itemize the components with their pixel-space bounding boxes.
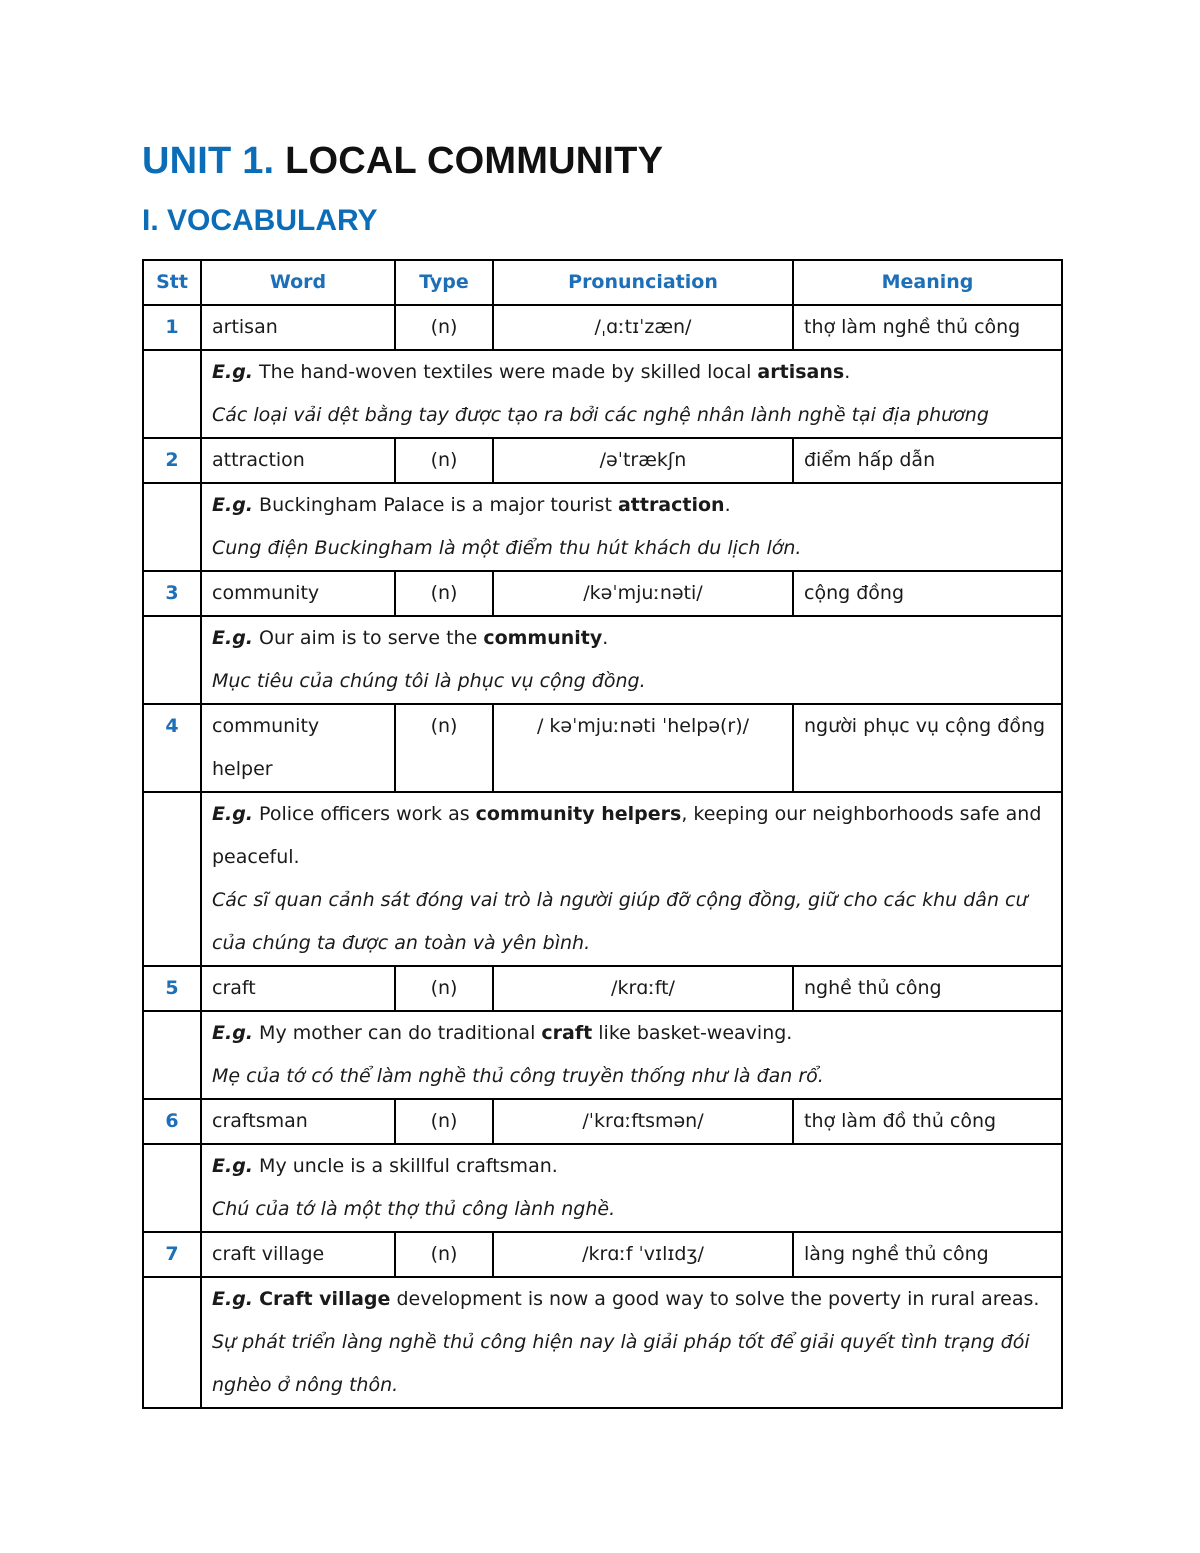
entry-number: 5 [143, 966, 201, 1011]
word-row [143, 305, 1062, 350]
entry-number: 7 [143, 1232, 201, 1277]
example-spacer-cell [143, 1144, 201, 1232]
entry-type: (n) [395, 438, 493, 483]
example-english [212, 484, 1051, 527]
header-meaning: Meaning [793, 260, 1062, 305]
example-keyword: artisans [757, 361, 845, 383]
entry-word: artisan [201, 305, 395, 350]
example-vietnamese: Mẹ của tớ có thể làm nghề thủ công truyền thống như là đan rổ. [212, 1065, 824, 1087]
entry-type: (n) [395, 571, 493, 616]
page-title [142, 140, 663, 183]
example-keyword: community helpers [475, 803, 682, 825]
header-stt: Stt [143, 260, 201, 305]
example-cell [201, 792, 1062, 966]
section-title: I. VOCABULARY [142, 204, 378, 237]
example-text-pre: My uncle is a skillful craftsman. [253, 1155, 558, 1177]
entry-number: 2 [143, 438, 201, 483]
example-english [212, 1278, 1051, 1321]
example-text-pre: Our aim is to serve the [253, 627, 484, 649]
example-keyword: community [483, 627, 603, 649]
example-text-post: development is now a good way to solve the poverty in rural areas. [390, 1288, 1040, 1310]
example-english [212, 793, 1051, 879]
example-row [143, 616, 1062, 704]
entry-meaning: nghề thủ công [793, 966, 1062, 1011]
word-row [143, 571, 1062, 616]
entry-pronunciation: / kəˈmjuːnəti ˈhelpə(r)/ [493, 704, 793, 792]
unit-name: LOCAL COMMUNITY [285, 140, 664, 182]
example-vietnamese: Sự phát triển làng nghề thủ công hiện nay là giải pháp tốt để giải quyết tình trạng đói nghèo ở nông thôn. [212, 1331, 1030, 1396]
example-text-post: , keeping our neighborhoods safe and peaceful. [212, 803, 1042, 868]
entry-meaning: người phục vụ cộng đồng [793, 704, 1062, 792]
example-row [143, 1011, 1062, 1099]
entry-word: community helper [201, 704, 395, 792]
eg-label: E.g. [212, 494, 254, 516]
example-vietnamese: Mục tiêu của chúng tôi là phục vụ cộng đồng. [212, 670, 646, 692]
entry-number: 1 [143, 305, 201, 350]
eg-label: E.g. [212, 803, 254, 825]
word-row [143, 704, 1062, 792]
example-spacer-cell [143, 616, 201, 704]
table-header-row [143, 260, 1062, 305]
example-vietnamese: Chú của tớ là một thợ thủ công lành nghề. [212, 1198, 616, 1220]
unit-number: UNIT 1. [142, 140, 275, 182]
example-spacer-cell [143, 1277, 201, 1408]
header-type: Type [395, 260, 493, 305]
entry-number: 4 [143, 704, 201, 792]
entry-word: craft [201, 966, 395, 1011]
example-spacer-cell [143, 1011, 201, 1099]
eg-label: E.g. [212, 1155, 254, 1177]
example-cell [201, 1011, 1062, 1099]
example-row [143, 1277, 1062, 1408]
entry-meaning: thợ làm đồ thủ công [793, 1099, 1062, 1144]
eg-label: E.g. [212, 361, 254, 383]
example-row [143, 483, 1062, 571]
example-vietnamese: Cung điện Buckingham là một điểm thu hút khách du lịch lớn. [212, 537, 802, 559]
example-row [143, 792, 1062, 966]
entry-number: 6 [143, 1099, 201, 1144]
entry-word: craft village [201, 1232, 395, 1277]
header-pronunciation: Pronunciation [493, 260, 793, 305]
example-keyword: Craft village [259, 1288, 391, 1310]
example-keyword: attraction [617, 494, 725, 516]
entry-type: (n) [395, 1099, 493, 1144]
entry-meaning: cộng đồng [793, 571, 1062, 616]
example-row [143, 350, 1062, 438]
eg-label: E.g. [212, 627, 254, 649]
entry-meaning: thợ làm nghề thủ công [793, 305, 1062, 350]
entry-pronunciation: /krɑːf ˈvɪlɪdʒ/ [493, 1232, 793, 1277]
example-english [212, 617, 1051, 660]
eg-label: E.g. [212, 1288, 254, 1310]
word-row [143, 1099, 1062, 1144]
vocabulary-table [142, 259, 1063, 1409]
example-cell [201, 350, 1062, 438]
entry-pronunciation: /əˈtrækʃn [493, 438, 793, 483]
entry-word: community [201, 571, 395, 616]
example-spacer-cell [143, 483, 201, 571]
example-keyword: craft [541, 1022, 593, 1044]
example-vietnamese: Các sĩ quan cảnh sát đóng vai trò là người giúp đỡ cộng đồng, giữ cho các khu dân cư của chúng ta được an toàn và yên bình. [212, 889, 1028, 954]
entry-meaning: làng nghề thủ công [793, 1232, 1062, 1277]
example-text-post: . [844, 361, 851, 383]
entry-pronunciation: /kəˈmjuːnəti/ [493, 571, 793, 616]
example-text-pre: The hand-woven textiles were made by skilled local [253, 361, 758, 383]
entry-type: (n) [395, 966, 493, 1011]
example-text-pre: My mother can do traditional [253, 1022, 542, 1044]
example-text-pre: Buckingham Palace is a major tourist [253, 494, 618, 516]
entry-number: 3 [143, 571, 201, 616]
example-cell [201, 483, 1062, 571]
example-text-pre: Police officers work as [253, 803, 476, 825]
example-cell [201, 1277, 1062, 1408]
example-text-post: like basket-weaving. [592, 1022, 793, 1044]
example-cell [201, 1144, 1062, 1232]
example-english [212, 351, 1051, 394]
eg-label: E.g. [212, 1022, 254, 1044]
entry-pronunciation: /ˌɑːtɪˈzæn/ [493, 305, 793, 350]
word-row [143, 438, 1062, 483]
entry-word: craftsman [201, 1099, 395, 1144]
example-english [212, 1012, 1051, 1055]
word-row [143, 966, 1062, 1011]
entry-meaning: điểm hấp dẫn [793, 438, 1062, 483]
example-cell [201, 616, 1062, 704]
entry-type: (n) [395, 305, 493, 350]
entry-type: (n) [395, 1232, 493, 1277]
example-spacer-cell [143, 792, 201, 966]
example-row [143, 1144, 1062, 1232]
example-text-post: . [602, 627, 609, 649]
example-text-post: . [724, 494, 731, 516]
example-spacer-cell [143, 350, 201, 438]
entry-word: attraction [201, 438, 395, 483]
example-vietnamese: Các loại vải dệt bằng tay được tạo ra bởi các nghệ nhân lành nghề tại địa phương [212, 404, 989, 426]
entry-pronunciation: /krɑːft/ [493, 966, 793, 1011]
entry-type: (n) [395, 704, 493, 792]
header-word: Word [201, 260, 395, 305]
entry-pronunciation: /ˈkrɑːftsmən/ [493, 1099, 793, 1144]
word-row [143, 1232, 1062, 1277]
example-english [212, 1145, 1051, 1188]
